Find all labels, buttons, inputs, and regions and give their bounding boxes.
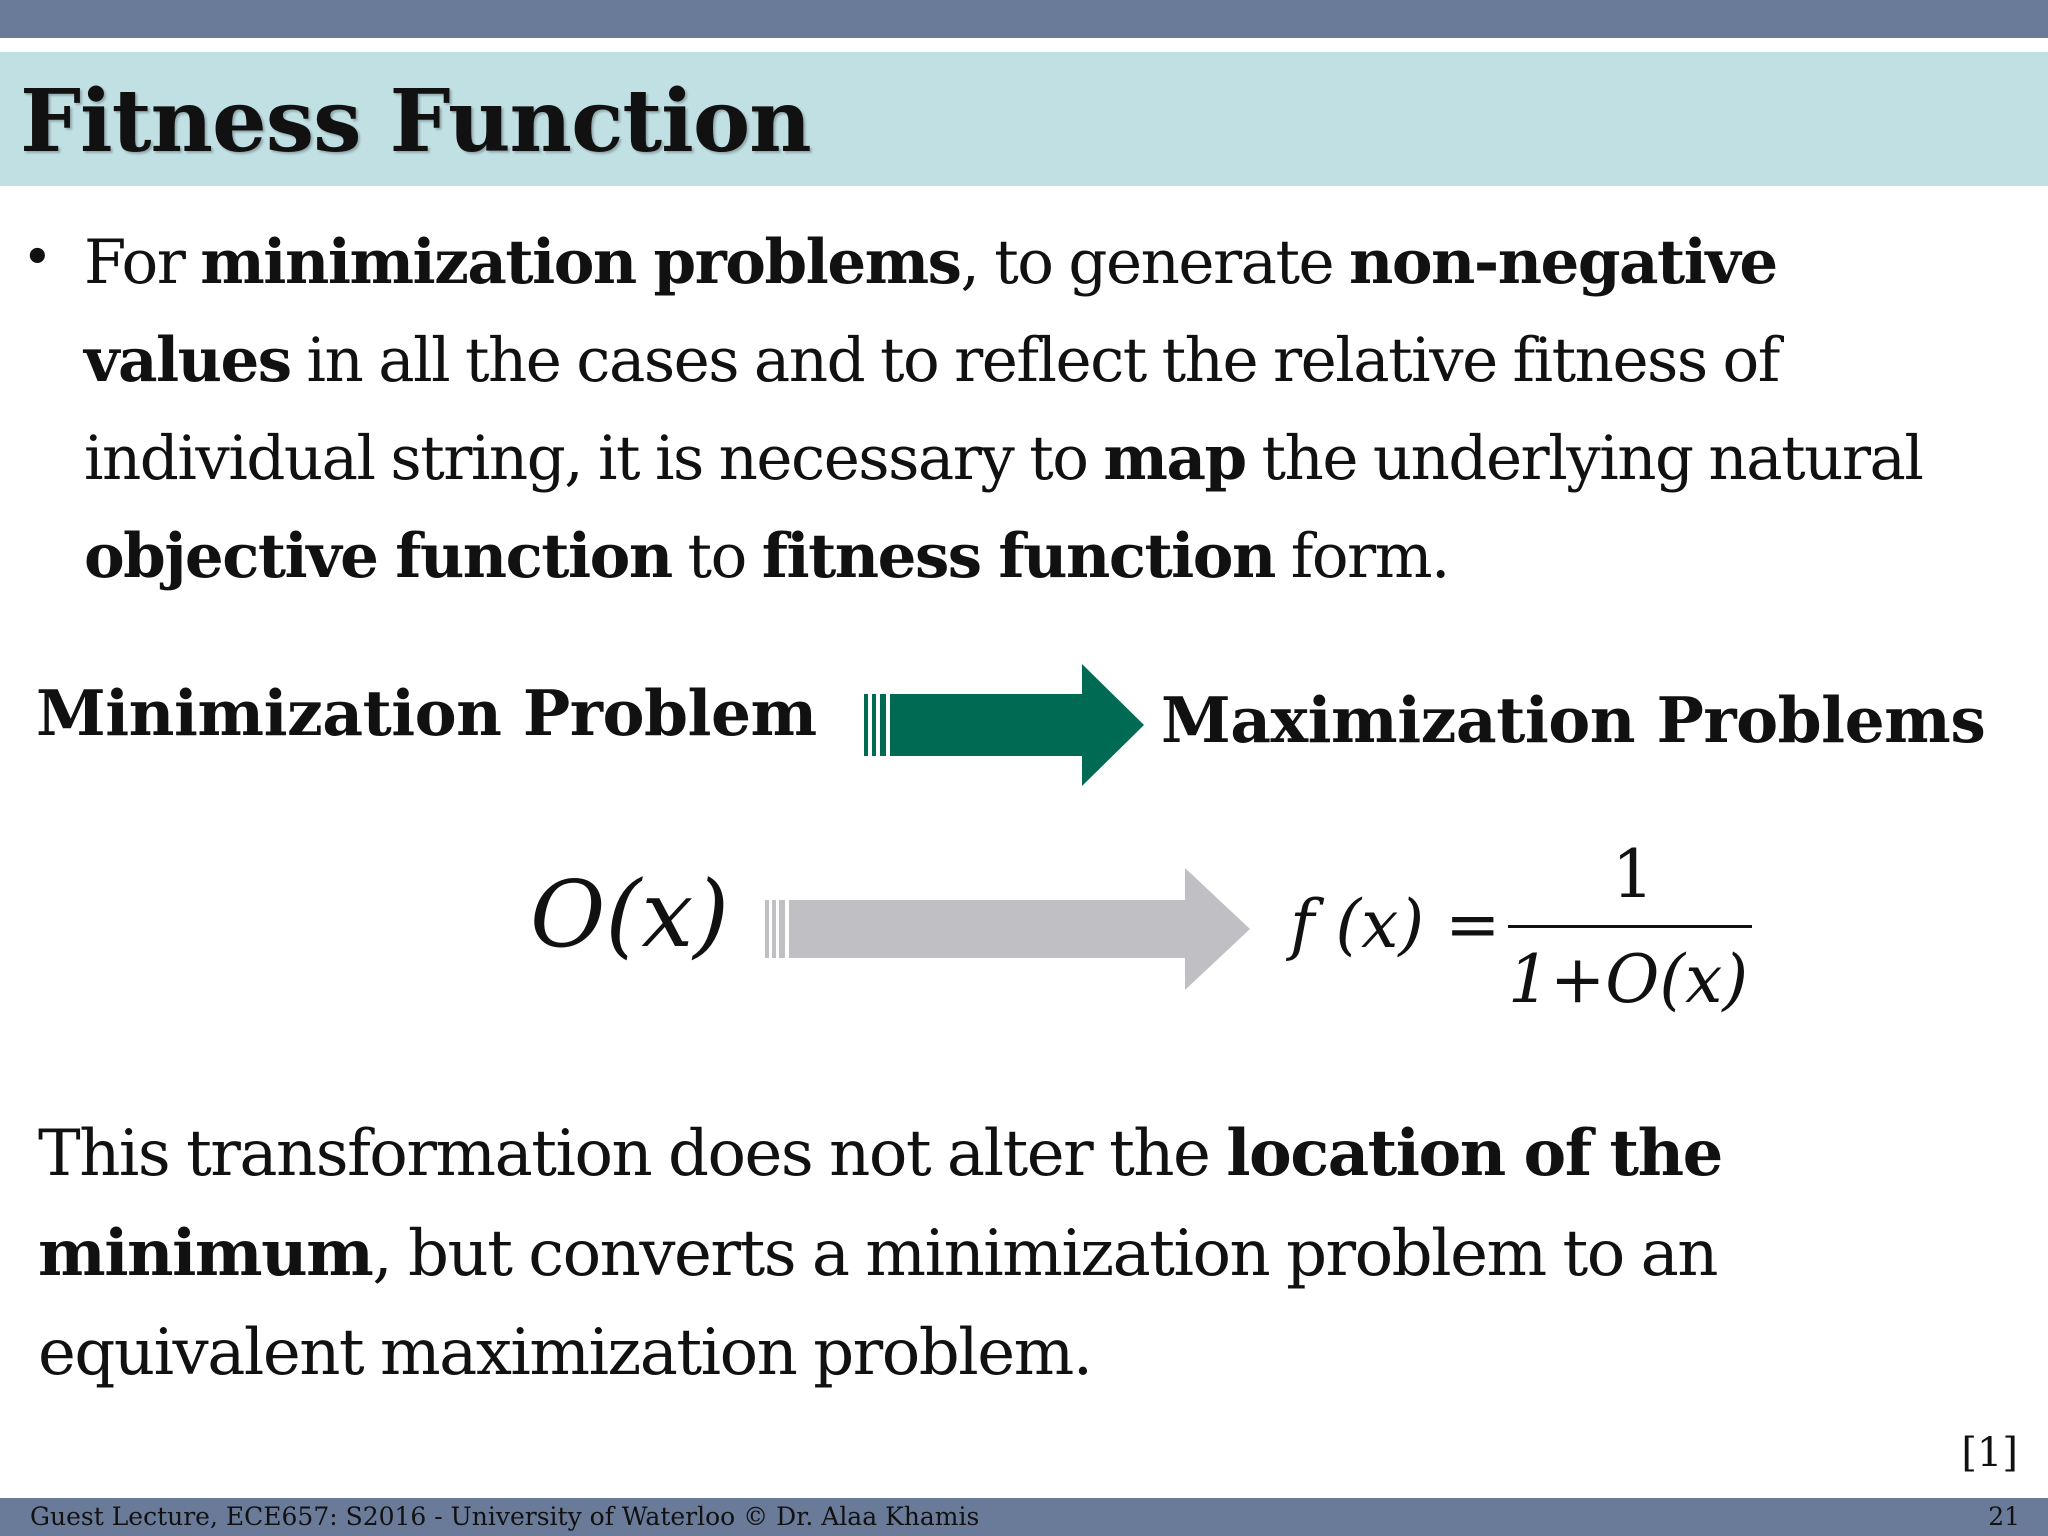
conclusion-line-1: This transformation does not alter the location of the <box>38 1116 1722 1191</box>
conclusion-line-3: equivalent maximization problem. <box>38 1316 1092 1390</box>
bullet-line-1: For minimization problems, to generate non-negative <box>84 227 1777 298</box>
bullet-line-2: values in all the cases and to reflect the relative fitness of <box>84 325 1779 396</box>
bullet-line-4: objective function to fitness function form. <box>84 521 1449 592</box>
green-arrow-icon <box>864 664 1144 786</box>
bullet-paragraph <box>84 214 2004 606</box>
footer-text: Guest Lecture, ECE657: S2016 - University of Waterloo © Dr. Alaa Khamis <box>30 1502 980 1531</box>
minimization-label: Minimization Problem <box>36 676 817 750</box>
fraction-bar <box>1508 925 1752 928</box>
gray-arrow-shape <box>765 868 1250 990</box>
objective-formula: O(x) <box>530 861 730 968</box>
bullet-icon: • <box>22 228 53 288</box>
fitness-formula-lhs: f (x) = <box>1290 886 1501 963</box>
green-arrow-shape <box>864 664 1144 786</box>
bullet-line-3: individual string, it is necessary to map the underlying natural <box>84 423 1923 494</box>
maximization-label: Maximization Problems <box>1161 683 1986 757</box>
fitness-numerator: 1 <box>1612 836 1654 913</box>
slide-title: Fitness Function <box>20 71 811 172</box>
top-bar <box>0 0 2048 38</box>
page-number: 21 <box>1988 1502 2020 1531</box>
conclusion-line-2: minimum, but converts a minimization problem to an <box>38 1216 1717 1291</box>
gray-arrow-icon <box>765 868 1250 990</box>
reference-citation: [1] <box>1961 1430 2018 1476</box>
conclusion-paragraph <box>38 1104 1998 1403</box>
fitness-denominator: 1+O(x) <box>1508 941 1749 1018</box>
